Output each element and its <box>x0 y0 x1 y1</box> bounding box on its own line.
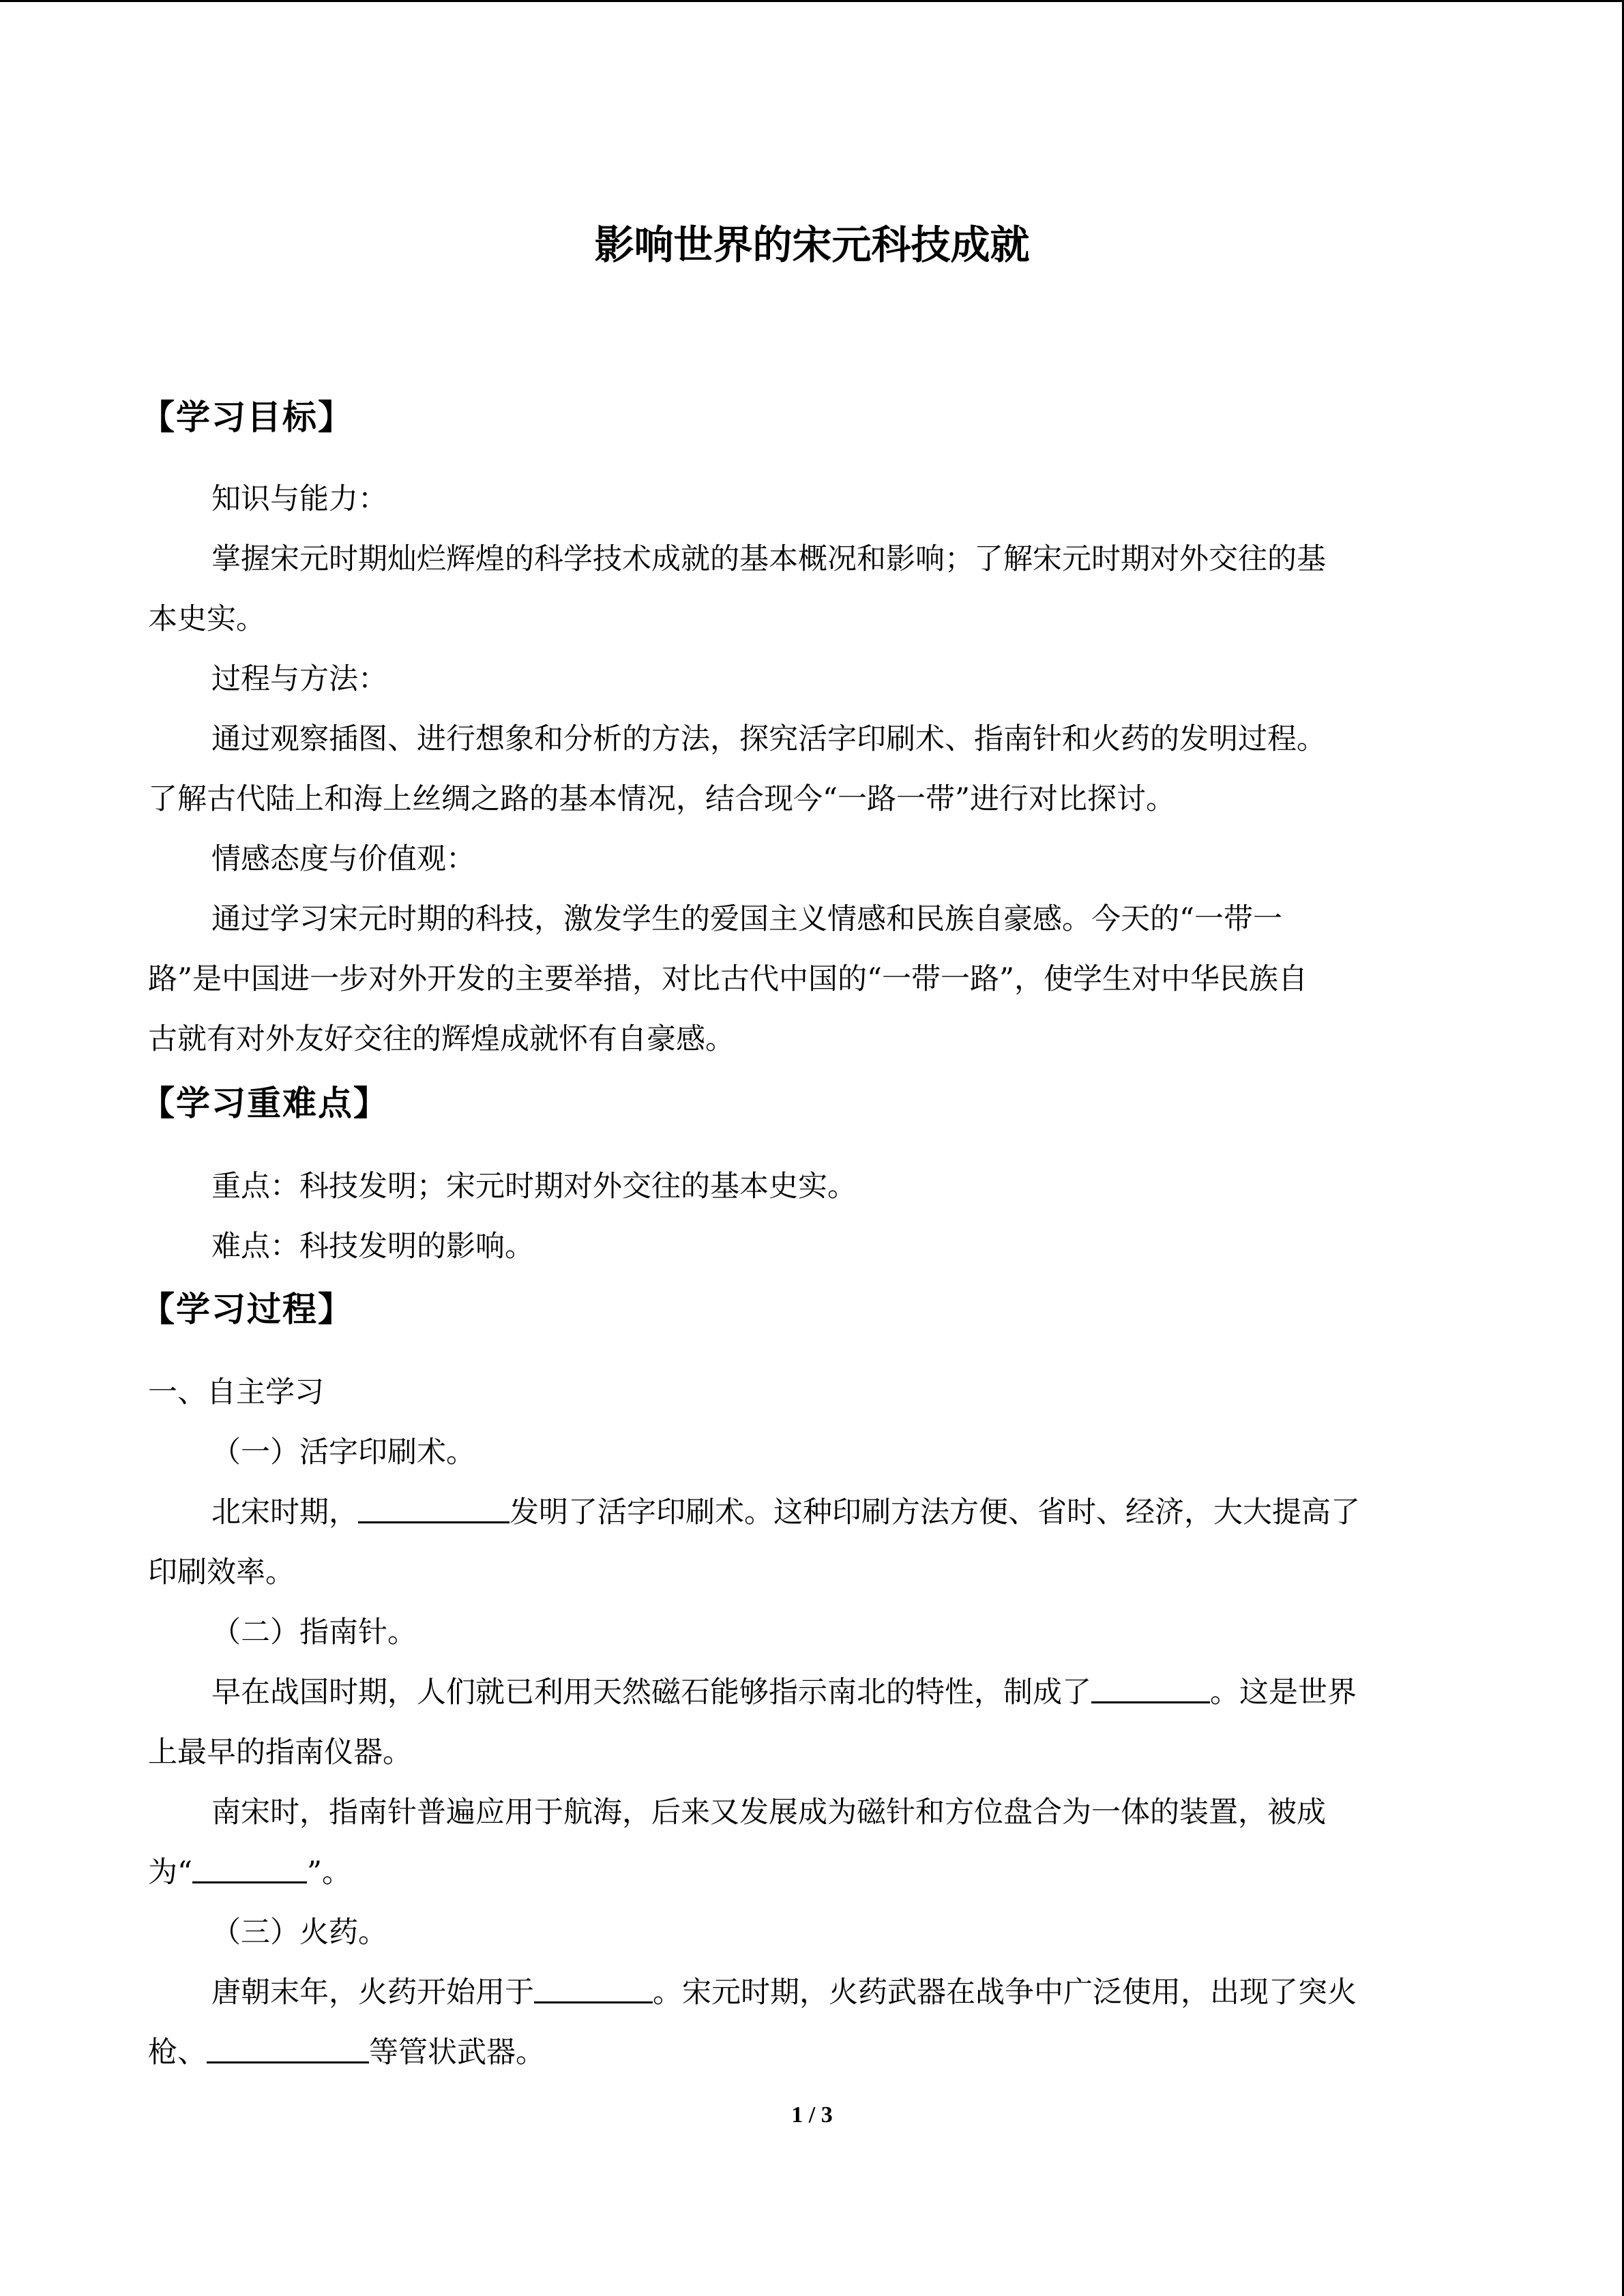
knowledge-label: 知识与能力： <box>211 482 387 516</box>
blank-compass-name[interactable] <box>192 1853 307 1883</box>
blank-compass-device[interactable] <box>1091 1673 1210 1703</box>
emotion-label: 情感态度与价值观： <box>211 842 475 876</box>
sub2-line1-a: 早在战国时期，人们就已利用天然磁石能够指示南北的特性，制成了 <box>211 1675 1091 1710</box>
process-method-label: 过程与方法： <box>211 662 387 696</box>
learning-process-heading: 【学习过程】 <box>141 1289 353 1329</box>
sub3-line2 <box>148 2029 545 2071</box>
blank-weapon[interactable] <box>207 2033 369 2063</box>
part1-heading: 一、自主学习 <box>148 1375 324 1410</box>
process-method-line1: 通过观察插图、进行想象和分析的方法，探究活字印刷术、指南针和火药的发明过程。 <box>211 722 1326 756</box>
difficulty-line: 难点：科技发明的影响。 <box>211 1229 534 1264</box>
focus-line: 重点：科技发明；宋元时期对外交往的基本史实。 <box>211 1169 857 1204</box>
sub3-line1-b: 。宋元时期，火药武器在战争中广泛使用，出现了突火 <box>653 1976 1357 2010</box>
knowledge-text-line1: 掌握宋元时期灿烂辉煌的科学技术成就的基本概况和影响；了解宋元时期对外交往的基 <box>211 542 1326 576</box>
sub3-heading: （三）火药。 <box>211 1915 387 1950</box>
emotion-line1: 通过学习宋元时期的科技，激发学生的爱国主义情感和民族自豪感。今天的“一带一 <box>211 902 1282 936</box>
blank-gunpowder-use[interactable] <box>534 1973 653 2003</box>
key-points-heading: 【学习重难点】 <box>141 1084 389 1123</box>
sub3-line1 <box>211 1969 1357 2011</box>
sub2-heading: （二）指南针。 <box>211 1615 417 1650</box>
page-number: 1 / 3 <box>791 2102 833 2128</box>
goals-heading: 【学习目标】 <box>141 398 353 437</box>
top-border <box>0 0 1624 2</box>
sub1-heading: （一）活字印刷术。 <box>211 1435 475 1470</box>
sub2-line1-b: 。这是世界 <box>1210 1675 1357 1710</box>
sub1-line2: 印刷效率。 <box>148 1555 295 1590</box>
sub1-line1-b: 发明了活字印刷术。这种印刷方法方便、省时、经济，大大提高了 <box>510 1495 1360 1530</box>
document-title: 影响世界的宋元科技成就 <box>594 222 1030 268</box>
blank-inventor[interactable] <box>358 1493 510 1523</box>
emotion-line2: 路”是中国进一步对外开发的主要举措，对比古代中国的“一带一路”，使学生对中华民族自 <box>148 962 1308 996</box>
sub2-line2: 上最早的指南仪器。 <box>148 1735 412 1770</box>
process-method-line2: 了解古代陆上和海上丝绸之路的基本情况，结合现今“一路一带”进行对比探讨。 <box>148 782 1175 816</box>
sub3-line2-a: 枪、 <box>148 2036 207 2070</box>
sub2-line3: 南宋时，指南针普遍应用于航海，后来又发展成为磁针和方位盘合为一体的装置，被成 <box>211 1795 1326 1830</box>
sub3-line2-b: 等管状武器。 <box>369 2036 545 2070</box>
emotion-line3: 古就有对外友好交往的辉煌成就怀有自豪感。 <box>148 1022 735 1056</box>
sub2-line1 <box>211 1669 1357 1711</box>
sub2-line4 <box>148 1849 351 1891</box>
sub2-line4-a: 为“ <box>148 1855 192 1890</box>
knowledge-text-line2: 本史实。 <box>148 602 265 636</box>
sub2-line4-b: ”。 <box>306 1855 351 1890</box>
sub1-line1-a: 北宋时期， <box>211 1495 358 1530</box>
sub3-line1-a: 唐朝末年，火药开始用于 <box>211 1976 534 2010</box>
sub1-line1 <box>211 1489 1360 1531</box>
